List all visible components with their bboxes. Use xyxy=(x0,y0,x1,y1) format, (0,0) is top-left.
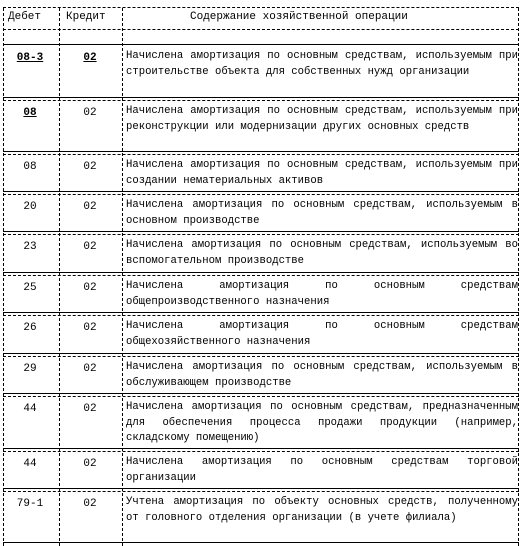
operation-text: Начислена амортизация по основным средствам, используемым во вспомогательном производстве xyxy=(126,239,518,267)
row-separator-dashed xyxy=(3,315,519,316)
body-top-border xyxy=(3,44,519,45)
row-separator xyxy=(3,448,519,449)
row-separator xyxy=(3,393,519,394)
row-separator-dashed xyxy=(3,451,519,452)
row-separator xyxy=(3,312,519,313)
credit-cell: 02 xyxy=(83,322,97,334)
operation-text: Учтена амортизация по объекту основных средств, полученному от головного отделения организации (в учете филиала) xyxy=(126,496,518,524)
operation-text: Начислена амортизация по основным средствам, используемым в обслуживающем производстве xyxy=(126,361,518,389)
operation-text: Начислена амортизация по основным средствам, используемым при создании нематериальных активов xyxy=(126,159,518,187)
table-top-border xyxy=(3,7,519,8)
credit-cell: 02 xyxy=(83,107,97,119)
credit-cell: 02 xyxy=(83,458,97,470)
operation-text: Начислена амортизация по основным средствам общехозяйственного назначения xyxy=(126,320,518,348)
column-divider-debit xyxy=(59,8,60,546)
row-separator-dashed xyxy=(3,154,519,155)
operation-text: Начислена амортизация по основным средствам, используемым при строительстве объекта для собственных нужд организации xyxy=(126,50,518,78)
debit-cell: 29 xyxy=(23,363,37,375)
header-debit: Дебет xyxy=(8,11,42,23)
header-content: Содержание хозяйственной операции xyxy=(190,11,408,23)
debit-cell: 79-1 xyxy=(16,498,44,510)
row-separator xyxy=(3,542,519,543)
row-separator xyxy=(3,191,519,192)
row-separator-dashed xyxy=(3,491,519,492)
row-separator-dashed xyxy=(3,356,519,357)
row-separator xyxy=(3,272,519,273)
credit-cell: 02 xyxy=(83,282,97,294)
operation-text: Начислена амортизация по основным средствам общепроизводственного назначения xyxy=(126,280,518,308)
operation-text: Начислена амортизация по основным средствам, используемым в основном производстве xyxy=(126,199,518,227)
credit-cell: 02 xyxy=(83,241,97,253)
row-separator xyxy=(3,353,519,354)
row-separator-dashed xyxy=(3,194,519,195)
debit-cell: 20 xyxy=(23,201,37,213)
debit-cell: 23 xyxy=(23,241,37,253)
row-separator-dashed xyxy=(3,100,519,101)
header-credit: Кредит xyxy=(66,11,106,23)
credit-cell: 02 xyxy=(83,498,97,510)
debit-cell: 08 xyxy=(23,107,37,119)
debit-cell: 08-3 xyxy=(16,52,44,64)
column-divider-credit xyxy=(122,8,123,546)
debit-cell: 26 xyxy=(23,322,37,334)
row-separator-dashed xyxy=(3,275,519,276)
operation-text: Начислена амортизация по основным средствам торговой организации xyxy=(126,456,518,484)
debit-cell: 08 xyxy=(23,161,37,173)
row-separator xyxy=(3,488,519,489)
row-separator-dashed xyxy=(3,234,519,235)
debit-cell: 44 xyxy=(23,403,37,415)
credit-cell: 02 xyxy=(83,201,97,213)
debit-cell: 44 xyxy=(23,458,37,470)
row-separator xyxy=(3,97,519,98)
operation-text: Начислена амортизация по основным средствам, используемым при реконструкции или модернизации других основных средств xyxy=(126,105,518,133)
column-border-right xyxy=(518,8,519,546)
credit-cell: 02 xyxy=(83,403,97,415)
operation-text: Начислена амортизация по основным средствам, предназначенным для обеспечения процесса продажи продукции (например, складскому помещению) xyxy=(126,401,518,444)
credit-cell: 02 xyxy=(83,363,97,375)
row-separator xyxy=(3,151,519,152)
row-separator-dashed xyxy=(3,396,519,397)
credit-cell: 02 xyxy=(83,52,97,64)
debit-cell: 25 xyxy=(23,282,37,294)
credit-cell: 02 xyxy=(83,161,97,173)
header-separator xyxy=(3,29,519,30)
row-separator xyxy=(3,231,519,232)
